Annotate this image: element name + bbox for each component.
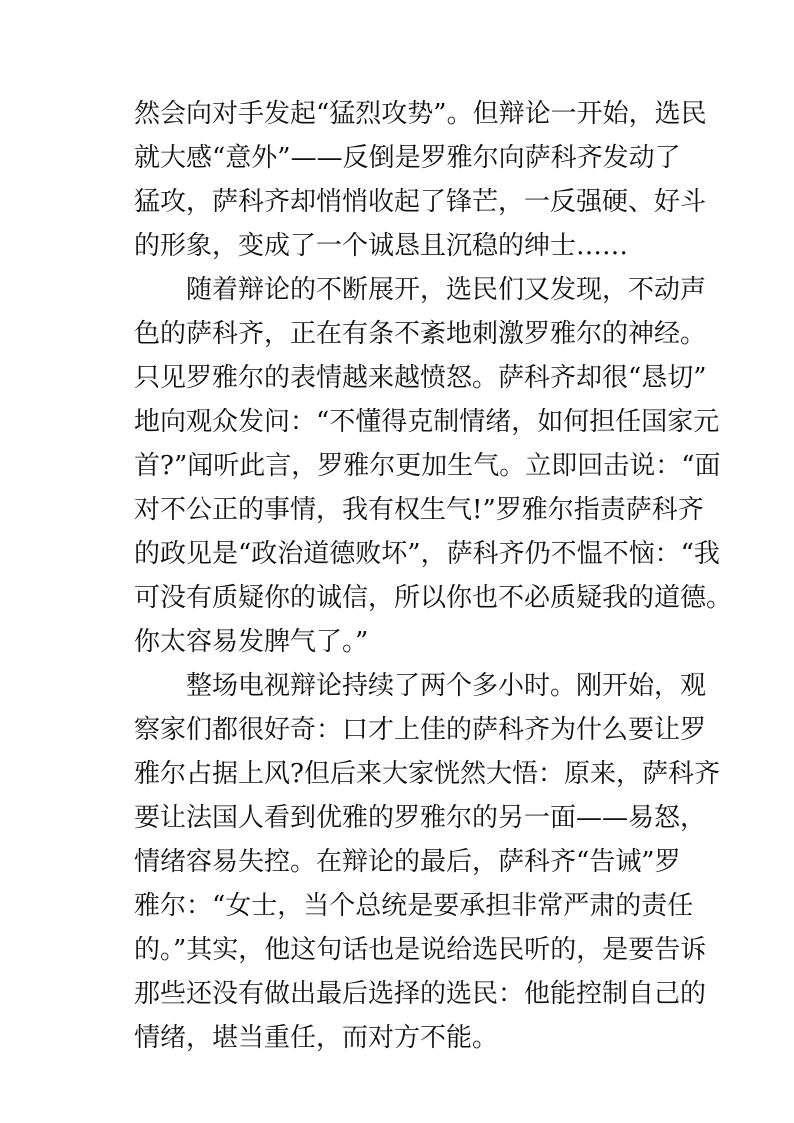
- paragraph-1: [134, 92, 707, 268]
- paragraph-line: 情绪，堪当重任，而对方不能。: [134, 1023, 499, 1053]
- paragraph-line: 就大感“意外”——反倒是罗雅尔向萨科齐发动了: [134, 143, 681, 173]
- paragraph-line: 的政见是“政治道德败坏”，萨科齐仍不愠不恼：“我: [134, 539, 720, 569]
- paragraph-line: 的。”其实，他这句话也是说给选民听的，是要告诉: [134, 935, 707, 965]
- paragraph-line: 只见罗雅尔的表情越来越愤怒。萨科齐却很“恳切”: [134, 363, 707, 393]
- paragraph-line: 首?”闻听此言，罗雅尔更加生气。立即回击说：“面: [134, 451, 721, 481]
- paragraph-line: 然会向对手发起“猛烈攻势”。但辩论一开始，选民: [134, 99, 707, 129]
- paragraph-line: 那些还没有做出最后选择的选民：他能控制自己的: [134, 979, 707, 1009]
- paragraph-line: 随着辩论的不断展开，选民们又发现，不动声: [186, 275, 707, 305]
- paragraph-line: 要让法国人看到优雅的罗雅尔的另一面——易怒，: [134, 803, 707, 833]
- paragraph-line: 地向观众发问：“不懂得克制情绪，如何担任国家元: [134, 407, 720, 437]
- paragraph-line: 雅尔占据上风?但后来大家恍然大悟：原来，萨科齐: [134, 759, 720, 789]
- article-body: [134, 92, 733, 1060]
- paragraph-line: 色的萨科齐，正在有条不紊地刺激罗雅尔的神经。: [134, 319, 707, 349]
- paragraph-line: 的形象，变成了一个诚恳且沉稳的绅士……: [134, 231, 629, 261]
- paragraph-2: [134, 268, 733, 664]
- paragraph-line: 整场电视辩论持续了两个多小时。刚开始，观: [186, 671, 707, 701]
- paragraph-3: [134, 664, 720, 1060]
- paragraph-line: 情绪容易失控。在辩论的最后，萨科齐“告诫”罗: [134, 847, 681, 877]
- paragraph-line: 可没有质疑你的诚信，所以你也不必质疑我的道德。: [134, 583, 733, 613]
- paragraph-line: 对不公正的事情，我有权生气!”罗雅尔指责萨科齐: [134, 495, 704, 525]
- paragraph-line: 你太容易发脾气了。”: [134, 627, 369, 657]
- paragraph-line: 猛攻，萨科齐却悄悄收起了锋芒，一反强硬、好斗: [134, 187, 707, 217]
- paragraph-line: 察家们都很好奇：口才上佳的萨科齐为什么要让罗: [134, 715, 707, 745]
- paragraph-line: 雅尔：“女士，当个总统是要承担非常严肃的责任: [134, 891, 694, 921]
